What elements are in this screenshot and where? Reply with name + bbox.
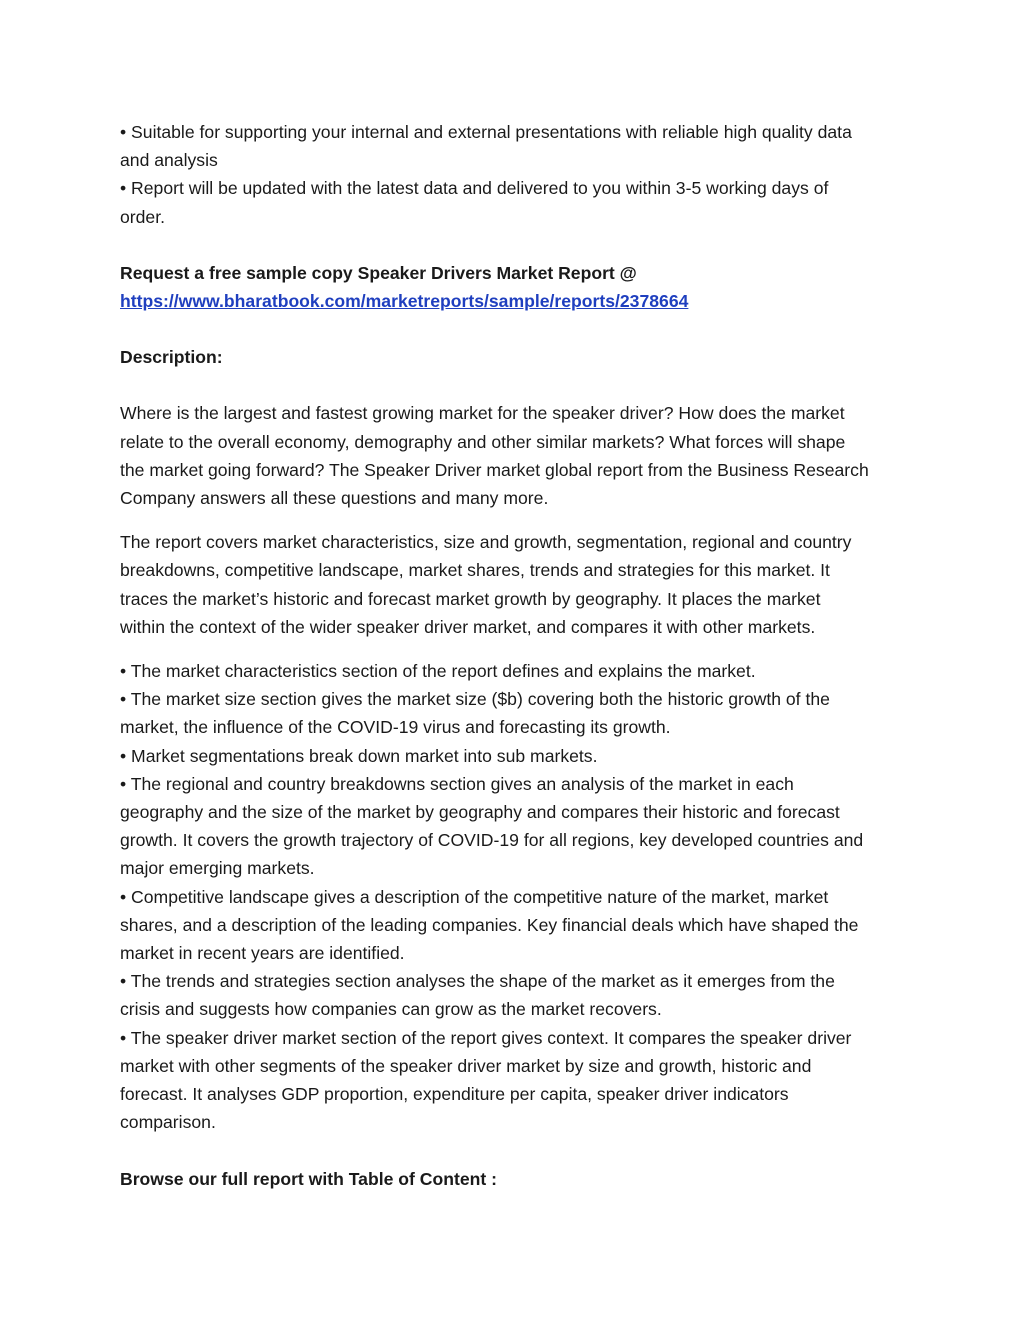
sample-request-section xyxy=(120,259,910,315)
text-line: the market going forward? The Speaker Driver market global report from the Business Research xyxy=(120,459,869,480)
text-line: traces the market’s historic and forecast market growth by geography. It places the market xyxy=(120,588,821,609)
text-line: shares, and a description of the leading companies. Key financial deals which have shaped the xyxy=(120,914,859,935)
text-line: major emerging markets. xyxy=(120,858,315,879)
text-line: within the context of the wider speaker driver market, and compares it with other markets. xyxy=(120,616,816,637)
text-line: • Market segmentations break down market into sub markets. xyxy=(120,745,598,766)
text-line: crisis and suggests how companies can grow as the market recovers. xyxy=(120,999,662,1020)
intro-bullet xyxy=(120,174,910,230)
intro-bullet xyxy=(120,118,910,174)
text-line: The report covers market characteristics, size and growth, segmentation, regional and country xyxy=(120,532,852,553)
report-sections-bullet-list xyxy=(120,657,910,1136)
description-paragraph xyxy=(120,528,910,641)
text-line: market with other segments of the speaker driver market by size and growth, historic and xyxy=(120,1055,812,1076)
text-line: growth. It covers the growth trajectory of COVID-19 for all regions, key developed countries and xyxy=(120,830,864,851)
text-line: • Report will be updated with the latest data and delivered to you within 3-5 working days of xyxy=(120,178,829,199)
sample-report-link[interactable]: https://www.bharatbook.com/marketreports/sample/reports/2378664 xyxy=(120,291,689,312)
text-line: market in recent years are identified. xyxy=(120,943,405,964)
text-line: • The market characteristics section of the report defines and explains the market. xyxy=(120,661,756,682)
intro-bullet-list xyxy=(120,118,910,231)
text-line: and analysis xyxy=(120,150,218,171)
text-line: • The speaker driver market section of the report gives context. It compares the speaker driver xyxy=(120,1027,852,1048)
description-paragraph xyxy=(120,399,910,512)
text-line: Company answers all these questions and many more. xyxy=(120,488,549,509)
document-page xyxy=(120,118,910,1193)
text-line: order. xyxy=(120,206,165,227)
text-line: • Competitive landscape gives a description of the competitive nature of the market, market xyxy=(120,886,829,907)
text-line: geography and the size of the market by geography and compares their historic and forecast xyxy=(120,802,840,823)
text-line: breakdowns, competitive landscape, market shares, trends and strategies for this market. It xyxy=(120,560,830,581)
text-line: market, the influence of the COVID-19 virus and forecasting its growth. xyxy=(120,717,671,738)
description-heading: Description: xyxy=(120,347,223,368)
browse-report-heading: Browse our full report with Table of Content : xyxy=(120,1168,497,1189)
text-line: • The regional and country breakdowns section gives an analysis of the market in each xyxy=(120,773,794,794)
text-line: • The trends and strategies section analyses the shape of the market as it emerges from the xyxy=(120,971,835,992)
text-line: • The market size section gives the market size ($b) covering both the historic growth of the xyxy=(120,689,830,710)
text-line: Where is the largest and fastest growing market for the speaker driver? How does the market xyxy=(120,403,845,424)
text-line: comparison. xyxy=(120,1112,216,1133)
text-line: forecast. It analyses GDP proportion, expenditure per capita, speaker driver indicators xyxy=(120,1084,789,1105)
text-line: relate to the overall economy, demography and other similar markets? What forces will shape xyxy=(120,431,846,452)
text-line: • Suitable for supporting your internal and external presentations with reliable high quality data xyxy=(120,122,852,142)
sample-request-heading: Request a free sample copy Speaker Drivers Market Report @ xyxy=(120,262,637,283)
